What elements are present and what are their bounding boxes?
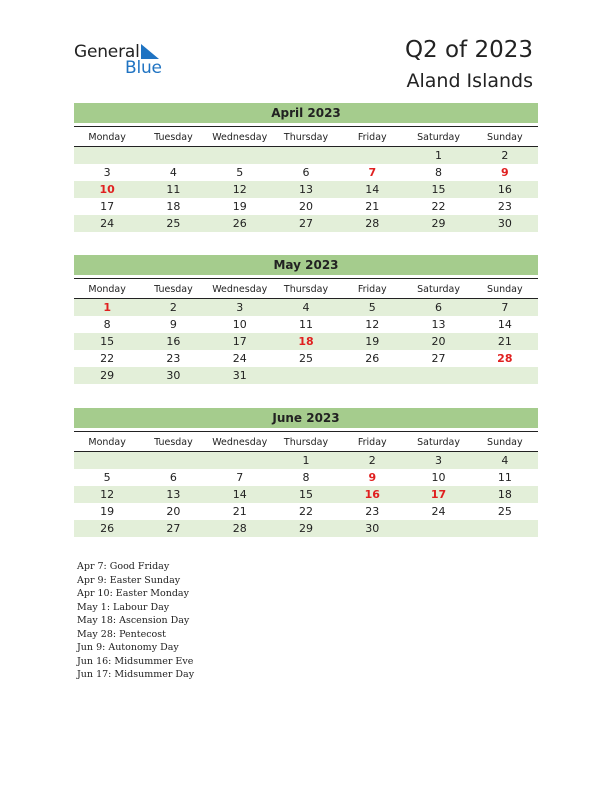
date-cell: 13 (166, 488, 181, 501)
date-cell: 23 (497, 200, 512, 213)
date-cell: 20 (166, 505, 181, 518)
date-cell: 3 (435, 454, 443, 467)
date-cell: 16 (497, 183, 512, 196)
date-cell: 29 (100, 369, 115, 382)
date-cell: 14 (232, 488, 247, 501)
page-subtitle: Aland Islands (406, 70, 533, 92)
date-cell: 25 (166, 217, 181, 230)
brand-word-blue: Blue (125, 58, 162, 78)
holiday-list (77, 560, 194, 682)
date-cell: 2 (169, 301, 177, 314)
week-row (74, 333, 538, 350)
date-cell: 30 (365, 522, 380, 535)
holiday-list-item: Apr 7: Good Friday (77, 561, 170, 572)
holiday-date-cell: 9 (368, 471, 377, 484)
date-cell: 13 (431, 318, 446, 331)
holiday-list-item: May 18: Ascension Day (77, 615, 190, 626)
weekday-label: Thursday (283, 284, 329, 295)
date-cell: 12 (365, 318, 380, 331)
date-cell: 23 (365, 505, 380, 518)
holiday-date-cell: 16 (364, 488, 380, 501)
date-cell (74, 147, 140, 164)
holiday-list-item: Apr 9: Easter Sunday (77, 574, 181, 586)
date-cell: 8 (302, 471, 310, 484)
date-cell: 10 (232, 318, 247, 331)
date-cell: 31 (232, 369, 247, 382)
date-cell: 22 (431, 200, 446, 213)
holiday-date-cell: 18 (298, 335, 314, 348)
weekday-label: Sunday (487, 284, 523, 295)
date-cell: 18 (166, 200, 181, 213)
date-cell: 14 (497, 318, 512, 331)
date-cell: 24 (431, 505, 446, 518)
week-row (74, 520, 538, 537)
brand-logo (74, 42, 184, 78)
holiday-date-cell: 1 (103, 301, 111, 314)
week-row (74, 215, 538, 232)
weekday-label: Monday (88, 437, 126, 448)
week-row (74, 198, 538, 215)
date-cell: 17 (232, 335, 247, 348)
holiday-date-cell: 9 (501, 166, 509, 179)
date-cell: 14 (365, 183, 380, 196)
weekday-label: Tuesday (154, 284, 193, 295)
date-cell (273, 147, 339, 164)
date-cell: 4 (169, 166, 177, 179)
date-cell: 15 (100, 335, 115, 348)
date-cell (405, 367, 471, 384)
date-cell: 26 (365, 352, 380, 365)
date-cell: 5 (236, 166, 244, 179)
holiday-list-item: Jun 17: Midsummer Day (77, 669, 195, 680)
date-cell: 21 (232, 505, 247, 518)
week-row (74, 299, 538, 316)
date-cell: 30 (166, 369, 181, 382)
week-row (74, 469, 538, 486)
date-cell: 24 (232, 352, 247, 365)
date-cell: 22 (100, 352, 115, 365)
date-cell: 4 (501, 454, 509, 467)
date-cell (140, 452, 206, 469)
month-title: May 2023 (74, 255, 538, 275)
date-cell: 2 (368, 454, 376, 467)
weekday-label: Thursday (283, 437, 329, 448)
month-calendar (74, 103, 538, 232)
week-row (74, 147, 538, 164)
date-cell (140, 147, 206, 164)
date-cell: 25 (497, 505, 512, 518)
date-cell: 9 (169, 318, 177, 331)
date-cell (273, 367, 339, 384)
date-cell: 15 (431, 183, 446, 196)
holiday-date-cell: 28 (497, 352, 513, 365)
date-cell: 19 (232, 200, 247, 213)
date-cell (339, 147, 405, 164)
date-cell: 19 (365, 335, 380, 348)
date-cell: 27 (431, 352, 446, 365)
date-cell: 28 (365, 217, 380, 230)
weekday-label: Friday (357, 437, 387, 448)
date-cell (207, 147, 273, 164)
holiday-date-cell: 7 (368, 166, 377, 179)
date-cell: 21 (365, 200, 380, 213)
week-row (74, 181, 538, 198)
date-cell: 17 (100, 200, 115, 213)
weekday-label: Thursday (283, 132, 329, 143)
date-cell: 24 (100, 217, 115, 230)
date-cell: 15 (298, 488, 313, 501)
date-cell (207, 452, 273, 469)
weekday-label: Friday (357, 284, 387, 295)
date-cell (74, 452, 140, 469)
date-cell: 8 (435, 166, 443, 179)
date-cell: 12 (232, 183, 247, 196)
holiday-date-cell: 10 (99, 183, 115, 196)
weekday-header-row (74, 431, 538, 452)
weekday-header-row (74, 126, 538, 147)
week-row (74, 316, 538, 333)
date-cell: 12 (100, 488, 115, 501)
date-cell: 20 (431, 335, 446, 348)
week-row (74, 164, 538, 181)
date-cell: 5 (368, 301, 376, 314)
date-cell (472, 520, 538, 537)
month-title: June 2023 (74, 408, 538, 428)
weekday-label: Tuesday (154, 437, 193, 448)
weekday-label: Saturday (417, 284, 460, 295)
date-cell: 5 (103, 471, 111, 484)
weekday-label: Wednesday (212, 284, 268, 295)
date-cell: 3 (236, 301, 244, 314)
date-cell: 27 (298, 217, 313, 230)
weekday-label: Wednesday (212, 437, 268, 448)
weekday-label: Saturday (417, 437, 460, 448)
date-cell: 27 (166, 522, 181, 535)
date-cell: 22 (298, 505, 313, 518)
date-cell: 1 (302, 454, 310, 467)
weekday-label: Monday (88, 284, 126, 295)
date-cell: 4 (302, 301, 310, 314)
week-row (74, 350, 538, 367)
date-cell: 11 (497, 471, 512, 484)
month-title: April 2023 (74, 103, 538, 123)
date-cell: 16 (166, 335, 181, 348)
date-cell: 19 (100, 505, 115, 518)
page-title: Q2 of 2023 (404, 37, 533, 63)
month-calendar (74, 255, 538, 384)
date-cell: 11 (166, 183, 181, 196)
month-calendar (74, 408, 538, 537)
holiday-list-item: Jun 16: Midsummer Eve (77, 655, 194, 667)
date-cell (339, 367, 405, 384)
week-row (74, 503, 538, 520)
weekday-label: Tuesday (154, 132, 193, 143)
brand-word-general: General (74, 42, 140, 62)
weekday-label: Sunday (487, 132, 523, 143)
date-cell: 20 (298, 200, 313, 213)
date-cell: 23 (166, 352, 181, 365)
date-cell (405, 520, 471, 537)
date-cell: 10 (431, 471, 446, 484)
week-row (74, 367, 538, 384)
weekday-label: Wednesday (212, 132, 268, 143)
date-cell: 21 (497, 335, 512, 348)
date-cell: 6 (302, 166, 310, 179)
week-row (74, 452, 538, 469)
holiday-list-item: Jun 9: Autonomy Day (77, 642, 179, 653)
weekday-label: Saturday (417, 132, 460, 143)
date-cell: 3 (103, 166, 111, 179)
date-cell: 29 (298, 522, 313, 535)
weekday-label: Friday (357, 132, 387, 143)
date-cell: 25 (298, 352, 313, 365)
date-cell: 30 (497, 217, 512, 230)
holiday-list-item: May 28: Pentecost (77, 628, 166, 640)
date-cell: 6 (435, 301, 443, 314)
date-cell: 26 (232, 217, 247, 230)
date-cell: 11 (298, 318, 313, 331)
date-cell: 28 (232, 522, 247, 535)
date-cell: 6 (169, 471, 177, 484)
week-row (74, 486, 538, 503)
date-cell: 2 (501, 149, 509, 162)
weekday-header-row (74, 278, 538, 299)
holiday-list-item: Apr 10: Easter Monday (77, 588, 189, 599)
weekday-label: Monday (88, 132, 126, 143)
date-cell: 13 (298, 183, 313, 196)
date-cell: 8 (103, 318, 111, 331)
date-cell (472, 367, 538, 384)
date-cell: 26 (100, 522, 115, 535)
date-cell: 29 (431, 217, 446, 230)
date-cell: 1 (435, 149, 443, 162)
date-cell: 7 (236, 471, 244, 484)
date-cell: 18 (497, 488, 512, 501)
weekday-label: Sunday (487, 437, 523, 448)
holiday-date-cell: 17 (430, 488, 447, 501)
date-cell: 7 (501, 301, 509, 314)
holiday-list-item: May 1: Labour Day (77, 601, 170, 613)
